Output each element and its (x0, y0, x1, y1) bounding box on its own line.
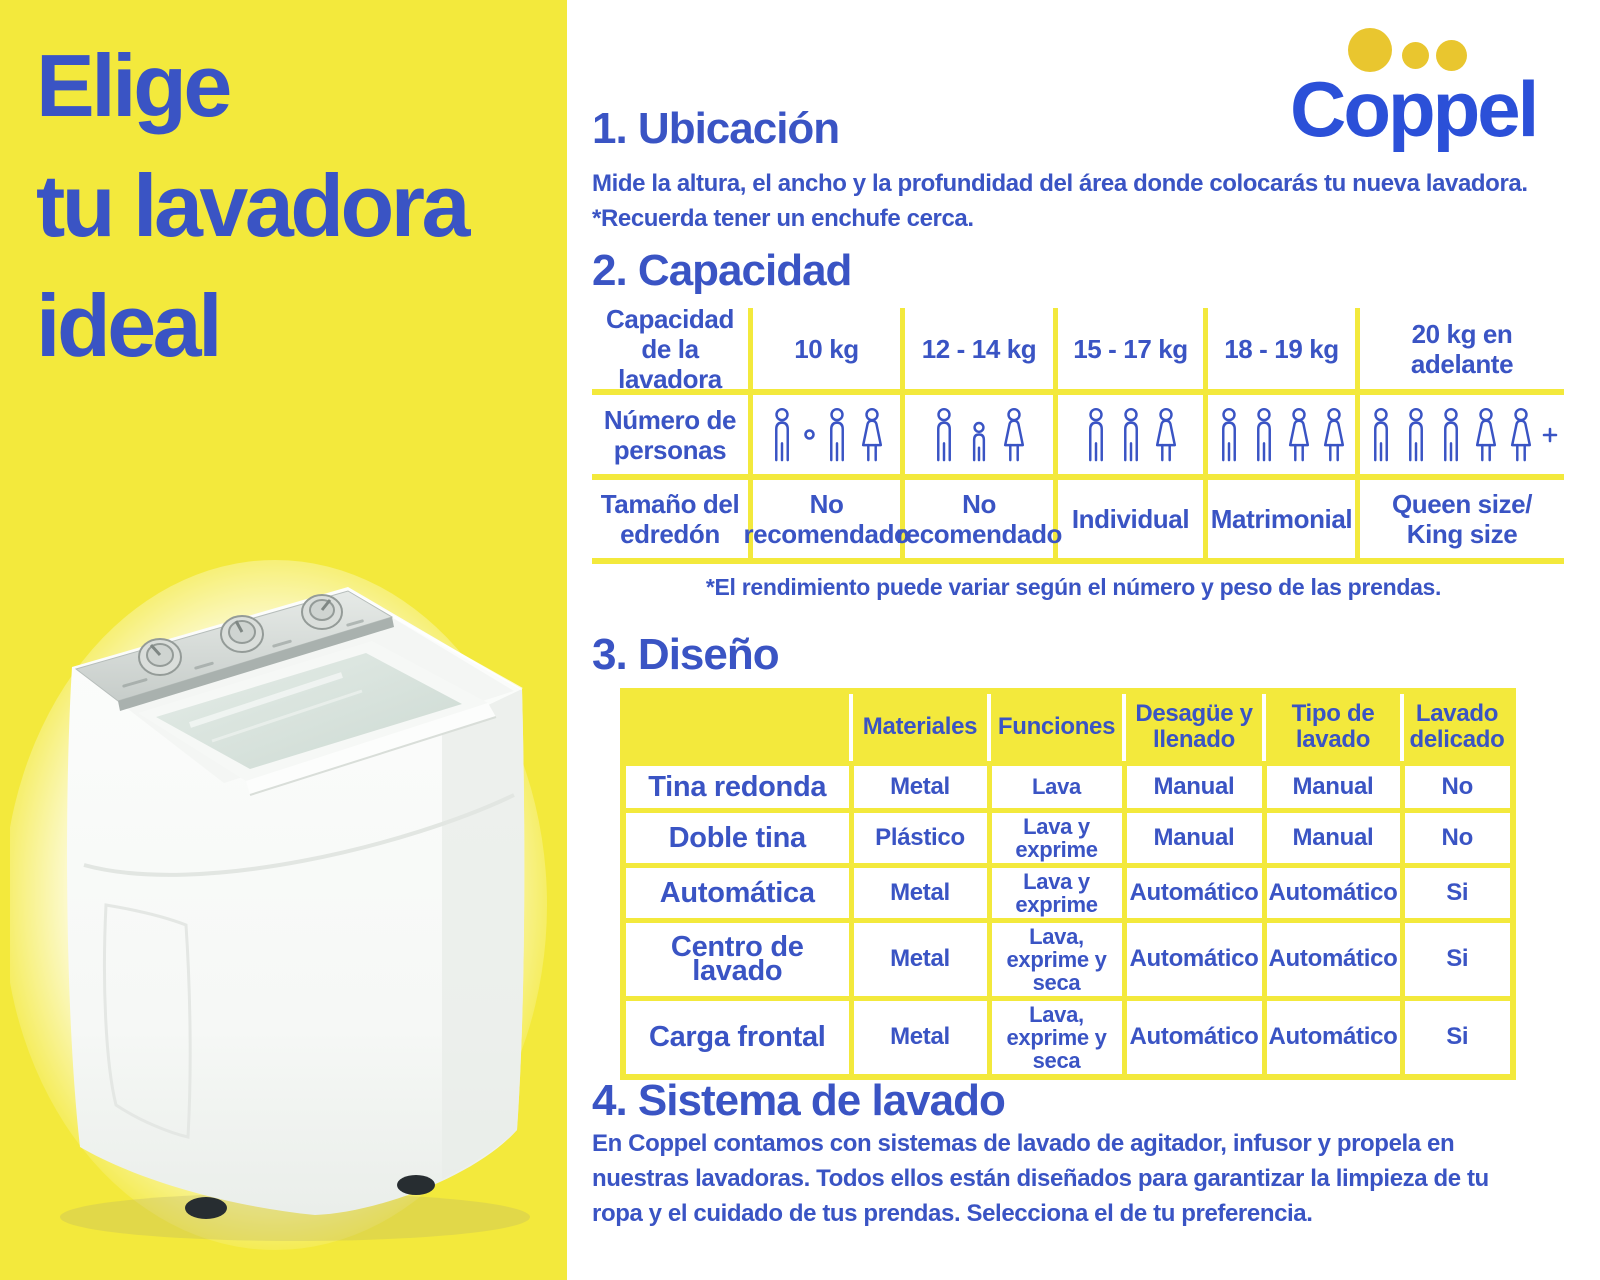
personas-icons-cell (1208, 395, 1360, 480)
female-person-icon (1506, 407, 1536, 462)
personas-icons-cell (1058, 395, 1208, 480)
section-3-title: 3. Diseño (592, 630, 779, 679)
male-person-icon (1081, 407, 1111, 462)
capacity-col-header: 12 - 14 kg (905, 308, 1058, 395)
poster-title-line-2: tu lavadora (36, 156, 467, 255)
design-row-doble-tina (623, 810, 1513, 865)
section-1-body (592, 166, 1542, 236)
washing-machine-image (10, 545, 555, 1260)
design-cell: Metal (851, 998, 989, 1077)
design-cell: No (1402, 763, 1513, 810)
edredon-cell: No recomendado (905, 480, 1058, 564)
edredon-cell: Queen size/ King size (1360, 480, 1564, 564)
coppel-wordmark: Coppel (1290, 65, 1537, 153)
design-cell: Lava, exprime y seca (989, 920, 1124, 998)
design-cell: Manual (1124, 810, 1264, 865)
design-cell: No (1402, 810, 1513, 865)
section-1-note-line: *Recuerda tener un enchufe cerca. (592, 205, 974, 232)
design-table (620, 688, 1516, 1080)
section-4-body: En Coppel contamos con sistemas de lavado de agitador, infusor y propela en nuestras lavadoras. Todos ellos están diseñados para garantizar la limpieza de tu ropa y el cuidado de tus prendas. Selecciona el de tu preferencia. (592, 1130, 1489, 1227)
capacity-col-header: 18 - 19 kg (1208, 308, 1360, 395)
capacity-col-header: 10 kg (753, 308, 905, 395)
poster-title-line-1: Elige (36, 36, 229, 135)
design-row-automatica (623, 865, 1513, 920)
washing-machine-illustration (10, 545, 555, 1260)
design-cell: Automático (1264, 998, 1402, 1077)
design-cell: Lava, exprime y seca (989, 998, 1124, 1077)
design-cell: Centro de lavado (623, 920, 851, 998)
design-header-row (623, 691, 1513, 763)
plus-person-icon (1542, 427, 1558, 443)
male-person-icon (1401, 407, 1431, 462)
male-person-icon (1249, 407, 1279, 462)
personas-icons-cell (753, 395, 905, 480)
edredon-row-label: Tamaño del edredón (592, 480, 753, 564)
male-person-icon (1436, 407, 1466, 462)
female-person-icon (1319, 407, 1349, 462)
male-person-icon (1366, 407, 1396, 462)
poster-title (36, 26, 467, 386)
design-header-cell: Lavado delicado (1402, 691, 1513, 763)
female-person-icon (1471, 407, 1501, 462)
capacity-footnote: *El rendimiento puede variar según el número y peso de las prendas. (705, 574, 1442, 600)
coppel-logo (1290, 26, 1537, 153)
design-cell: Plástico (851, 810, 989, 865)
male-person-icon (767, 407, 797, 462)
design-header-cell: Tipo de lavado (1264, 691, 1402, 763)
left-yellow-panel (0, 0, 567, 1280)
design-row-carga-frontal (623, 998, 1513, 1077)
male-person-icon (822, 407, 852, 462)
design-cell: Metal (851, 763, 989, 810)
design-cell: Carga frontal (623, 998, 851, 1077)
section-1-title: 1. Ubicación (592, 104, 840, 153)
design-header-cell: Materiales (851, 691, 989, 763)
personas-row-label: Número de personas (592, 395, 753, 480)
poster-title-line-3: ideal (36, 276, 220, 375)
design-cell: Automático (1264, 920, 1402, 998)
section-1-body-line: Mide la altura, el ancho y la profundidad del área donde colocarás tu nueva lavadora. (592, 170, 1528, 197)
design-cell: Si (1402, 998, 1513, 1077)
female-person-icon (1284, 407, 1314, 462)
edredon-cell: Individual (1058, 480, 1208, 564)
design-cell: Tina redonda (623, 763, 851, 810)
personas-icons-cell (1360, 395, 1564, 480)
section-4-title: 4. Sistema de lavado (592, 1076, 1005, 1125)
section-2-title: 2. Capacidad (592, 246, 852, 295)
male-person-icon (1214, 407, 1244, 462)
design-cell: Lava y exprime (989, 810, 1124, 865)
edredon-cell: No recomendado (753, 480, 905, 564)
design-cell: Manual (1264, 763, 1402, 810)
female-person-icon (857, 407, 887, 462)
design-cell: Si (1402, 920, 1513, 998)
male-person-icon (929, 407, 959, 462)
female-person-icon (1151, 407, 1181, 462)
design-row-tina-redonda (623, 763, 1513, 810)
dot-person-icon (803, 428, 816, 441)
design-header-cell (623, 691, 851, 763)
capacity-table (592, 303, 1555, 564)
edredon-cell: Matrimonial (1208, 480, 1360, 564)
design-cell: Metal (851, 865, 989, 920)
personas-icons-cell (905, 395, 1058, 480)
design-cell: Automático (1124, 865, 1264, 920)
capacity-row-label: Capacidad de la lavadora (592, 308, 753, 395)
capacity-col-header: 15 - 17 kg (1058, 308, 1208, 395)
design-cell: Lava (989, 763, 1124, 810)
capacity-col-header: 20 kg en adelante (1360, 308, 1564, 395)
design-cell: Automática (623, 865, 851, 920)
design-cell: Manual (1264, 810, 1402, 865)
design-cell: Si (1402, 865, 1513, 920)
child-person-icon (964, 407, 994, 462)
female-person-icon (999, 407, 1029, 462)
design-header-cell: Funciones (989, 691, 1124, 763)
male-person-icon (1116, 407, 1146, 462)
design-cell: Doble tina (623, 810, 851, 865)
design-cell: Lava y exprime (989, 865, 1124, 920)
design-row-centro-de-lavado (623, 920, 1513, 998)
design-cell: Manual (1124, 763, 1264, 810)
design-header-cell: Desagüe y llenado (1124, 691, 1264, 763)
design-cell: Automático (1124, 920, 1264, 998)
design-cell: Metal (851, 920, 989, 998)
design-cell: Automático (1124, 998, 1264, 1077)
design-cell: Automático (1264, 865, 1402, 920)
